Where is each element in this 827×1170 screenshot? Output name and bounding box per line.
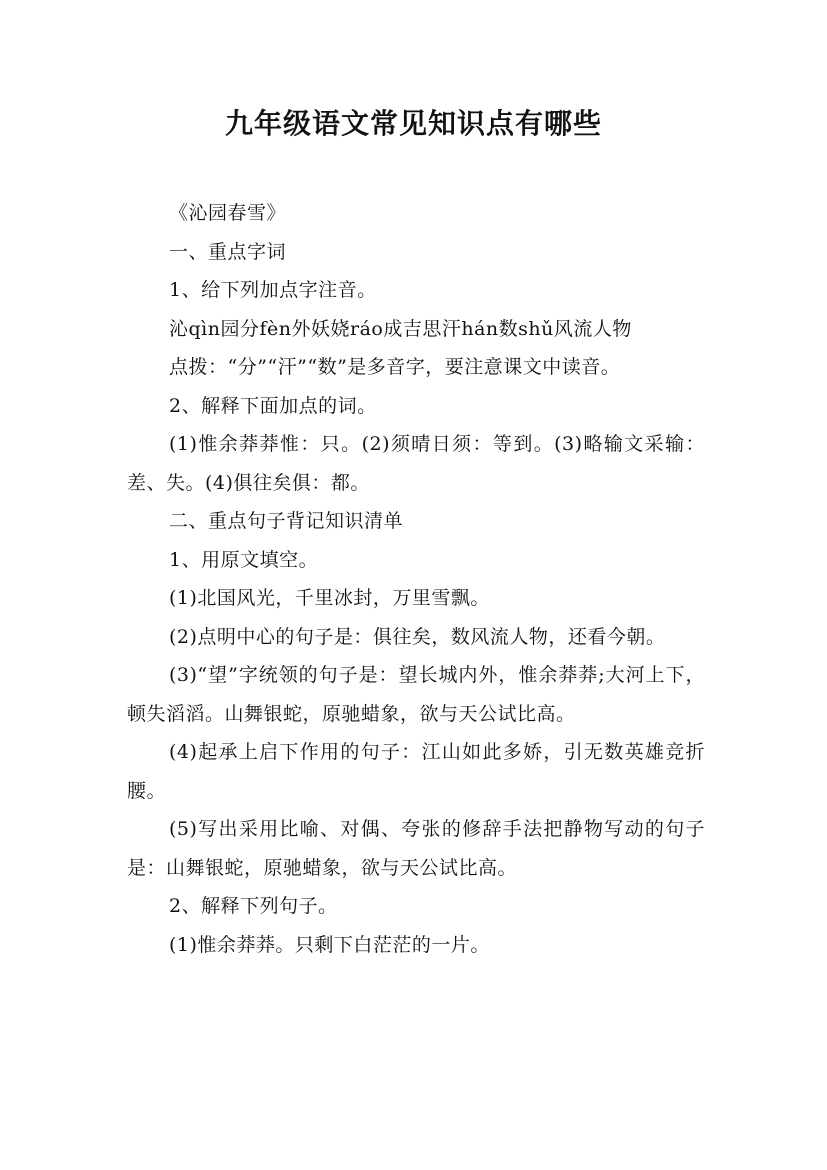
paragraph-sentence-4: (4)起承上启下作用的句子：江山如此多娇，引无数英雄竞折腰。	[127, 741, 705, 802]
paragraph-question-pinyin: 1、给下列加点字注音。	[169, 279, 377, 301]
paragraph-question-fill-blank: 1、用原文填空。	[169, 548, 319, 571]
document-body	[127, 194, 705, 964]
paragraph-pinyin-answers: 沁qìn园分fèn外妖娆ráo成吉思汗hán数shǔ风流人物	[169, 317, 632, 340]
paragraph-sentence-3: (3)“望”字统领的句子是：望长城内外，惟余莽莽;大河上下，顿失滔滔。山舞银蛇，原驰蜡象，欲与天公试比高。	[127, 664, 705, 725]
paragraph-question-explain-sentences: 2、解释下列句子。	[169, 895, 338, 917]
paragraph-sentence-5: (5)写出采用比喻、对偶、夸张的修辞手法把静物写动的句子是：山舞银蛇，原驰蜡象，欲与天公试比高。	[127, 818, 705, 879]
paragraph-word-explanations: (1)惟余莽莽惟：只。(2)须晴日须：等到。(3)略输文采输：差、失。(4)俱往矣俱：都。	[127, 433, 705, 494]
paragraph-sentence-1: (1)北国风光，千里冰封，万里雪飘。	[169, 587, 490, 609]
paragraph-tip: 点拨：“分”“汗”“数”是多音字，要注意课文中读音。	[169, 356, 621, 378]
paragraph-section-key-sentences: 二、重点句子背记知识清单	[169, 510, 404, 532]
paragraph-sentence-2: (2)点明中心的句子是：俱往矣，数风流人物，还看今朝。	[169, 625, 666, 648]
paragraph-section-key-words: 一、重点字词	[169, 240, 287, 263]
paragraph-question-explain-words: 2、解释下面加点的词。	[169, 394, 377, 417]
document-title: 九年级语文常见知识点有哪些	[224, 107, 602, 140]
paragraph-poem-title: 《沁园春雪》	[169, 202, 287, 224]
paragraph-sentence-explanation-1: (1)惟余莽莽。只剩下白茫茫的一片。	[169, 933, 490, 956]
